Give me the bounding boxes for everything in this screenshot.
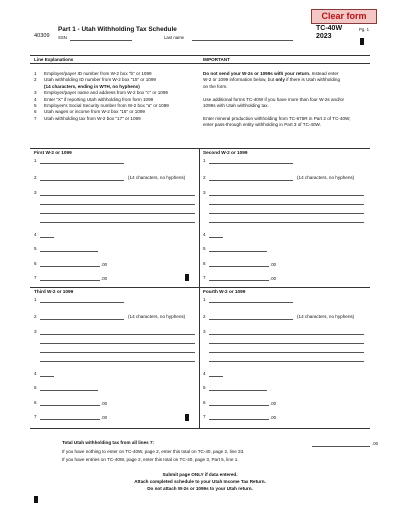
employer-name-address-field[interactable]	[40, 222, 195, 223]
total-field[interactable]	[312, 446, 370, 447]
line-number-6: 6	[203, 400, 206, 405]
footer-line-3: Do not attach W-2s or 1099s to your Utah return.	[147, 486, 253, 491]
employer-id-field[interactable]	[209, 302, 293, 303]
id-hint: (14 characters, no hyphens)	[297, 175, 355, 180]
line-number-4: 4	[203, 371, 206, 376]
employer-name-address-field[interactable]	[209, 352, 364, 353]
line-number-1: 1	[203, 158, 206, 163]
employer-name-address-field[interactable]	[40, 361, 195, 362]
employer-id-field[interactable]	[40, 163, 124, 164]
sections-bottom-rule	[30, 428, 370, 429]
withholding-cents: .00	[101, 276, 107, 281]
utah-withholding-id-field[interactable]	[209, 319, 293, 320]
line-number-2: 2	[203, 175, 206, 180]
section-title: Fourth W-2 or 1099	[203, 289, 246, 294]
section-title: First W-2 or 1099	[34, 150, 72, 155]
important-text: Do not send your W-2s or 1099s with your return. Instead enter W-2 or 1099 information below, but only if there is Utah withholding on the form. Use additional forms TC-40W if you have more than four W-2s and/or 1099s with Utah withholding tax. Enter mineral production withholding from TC-675R in Part 2 of TC-40W; enter pass-through entity withholding in Part 3 of TC-40W.	[203, 71, 351, 128]
employer-name-address-field[interactable]	[40, 352, 195, 353]
line-number-6: 6	[34, 261, 37, 266]
line-number-1: 1	[34, 297, 37, 302]
line-number-3: 3	[34, 190, 37, 195]
sections-top-rule	[30, 148, 370, 149]
line-number-1: 1	[34, 158, 37, 163]
registration-mark-mid	[185, 274, 189, 281]
line-number-7: 7	[203, 275, 206, 280]
explanations-list	[34, 71, 199, 122]
wages-cents: .00	[270, 262, 276, 267]
last-name-label: Last name	[164, 35, 185, 40]
explanation-item: (14 characters, ending in WTH, no hyphens)	[44, 83, 140, 89]
total-cents: .00	[372, 441, 378, 446]
utah-withholding-id-field[interactable]	[209, 180, 293, 181]
total-note-2: If you have entries on TC-40W, page 2, enter this total on TC-40, page 3, Part 5, line 1.	[62, 457, 239, 462]
employer-name-address-field[interactable]	[209, 204, 364, 205]
explanation-item: 6 Utah wages or income from W-2 box "16" or 1099	[34, 109, 145, 115]
employer-id-field[interactable]	[209, 163, 293, 164]
explanations-rule	[30, 63, 370, 64]
employer-name-address-field[interactable]	[40, 334, 195, 335]
important-heading: IMPORTANT	[203, 57, 230, 62]
explanation-item: 1 Employer/payer ID number from W-2 box "b" or 1099	[34, 71, 152, 76]
line-number-7: 7	[34, 275, 37, 280]
line-number-5: 5	[34, 246, 37, 251]
utah-withholding-field[interactable]	[209, 419, 269, 420]
utah-withholding-field[interactable]	[40, 280, 100, 281]
utah-withholding-field[interactable]	[209, 280, 269, 281]
line-number-4: 4	[34, 232, 37, 237]
explanations-heading: Line Explanations	[34, 57, 74, 62]
1099-checkbox-field[interactable]	[40, 237, 54, 238]
section-title: Second W-2 or 1099	[203, 150, 248, 155]
line-number-6: 6	[203, 261, 206, 266]
id-hint: (14 characters, no hyphens)	[128, 175, 186, 180]
line-number-5: 5	[34, 385, 37, 390]
1099-checkbox-field[interactable]	[209, 237, 223, 238]
ssn-entry-field[interactable]	[209, 390, 267, 391]
employer-name-address-field[interactable]	[209, 195, 364, 196]
employer-id-field[interactable]	[40, 302, 124, 303]
footer-line-1: Submit page ONLY if data entered.	[162, 472, 238, 477]
id-hint: (14 characters, no hyphens)	[297, 314, 355, 319]
last-name-field[interactable]	[192, 40, 293, 41]
page-title: Part 1 - Utah Withholding Tax Schedule	[58, 26, 177, 33]
total-label: Total Utah withholding tax from all lines 7:	[62, 440, 155, 445]
explanation-item: 4 Enter "X" if reporting Utah withholding from form 1099	[34, 96, 154, 102]
sections-mid-rule	[30, 287, 370, 288]
wages-cents: .00	[270, 401, 276, 406]
line-number-4: 4	[203, 232, 206, 237]
explanation-item: 2 Utah withholding ID number from W-2 box "15" or 1099	[34, 77, 156, 83]
utah-wages-field[interactable]	[209, 266, 269, 267]
total-note-1: If you have nothing to enter on TC-40W, page 2, enter this total on TC-40, page 2, line 33.	[62, 449, 245, 454]
ssn-label: SSN	[58, 35, 67, 40]
sections-divider-2	[199, 287, 200, 428]
form-code: TC-40W	[316, 25, 343, 32]
employer-name-address-field[interactable]	[209, 222, 364, 223]
line-number-3: 3	[203, 190, 206, 195]
line-number-7: 7	[203, 414, 206, 419]
line-number-1: 1	[203, 297, 206, 302]
wages-cents: .00	[101, 262, 107, 267]
explanation-item: 7 Utah withholding tax from W-2 box "17" or 1099	[34, 115, 141, 121]
line-number-3: 3	[34, 329, 37, 334]
sections-divider-1	[199, 148, 200, 287]
utah-withholding-id-field[interactable]	[40, 319, 124, 320]
registration-mark	[360, 38, 364, 45]
footer-line-2: Attach completed schedule to your Utah Income Tax Return.	[134, 479, 266, 484]
registration-mark-mid	[185, 414, 189, 421]
1099-checkbox-field[interactable]	[40, 376, 54, 377]
withholding-cents: .00	[270, 276, 276, 281]
employer-name-address-field[interactable]	[209, 213, 364, 214]
line-number-4: 4	[34, 371, 37, 376]
wages-cents: .00	[101, 401, 107, 406]
top-rule	[30, 55, 370, 56]
ssn-entry-field[interactable]	[40, 390, 98, 391]
line-number-3: 3	[203, 329, 206, 334]
1099-checkbox-field[interactable]	[209, 376, 223, 377]
utah-wages-field[interactable]	[209, 405, 269, 406]
utah-wages-field[interactable]	[40, 405, 100, 406]
section-title: Third W-2 or 1099	[34, 289, 74, 294]
ssn-entry-field[interactable]	[209, 251, 267, 252]
line-number-2: 2	[203, 314, 206, 319]
withholding-cents: .00	[270, 415, 276, 420]
explanation-item: 5 Employee's Social Security number from W-2 box "a" or 1099	[34, 102, 169, 108]
ssn-entry-field[interactable]	[40, 251, 98, 252]
line-number-6: 6	[34, 400, 37, 405]
utah-wages-field[interactable]	[40, 266, 100, 267]
tax-year: 2023	[316, 33, 332, 40]
utah-withholding-field[interactable]	[40, 419, 100, 420]
line-number-5: 5	[203, 246, 206, 251]
employer-name-address-field[interactable]	[40, 195, 195, 196]
explanation-item: 3 Employer/payer name and address from W-2 box "c" or 1099	[34, 90, 168, 96]
employer-name-address-field[interactable]	[209, 343, 364, 344]
employer-name-address-field[interactable]	[209, 361, 364, 362]
clear-form-button[interactable]: Clear form	[311, 9, 377, 24]
employer-name-address-field[interactable]	[40, 213, 195, 214]
employer-name-address-field[interactable]	[40, 343, 195, 344]
employer-name-address-field[interactable]	[40, 204, 195, 205]
id-hint: (14 characters, no hyphens)	[128, 314, 186, 319]
employer-name-address-field[interactable]	[209, 334, 364, 335]
form-number: 40309	[34, 33, 50, 39]
line-number-5: 5	[203, 385, 206, 390]
utah-withholding-id-field[interactable]	[40, 180, 124, 181]
ssn-field[interactable]	[70, 40, 132, 41]
page-number: Pg. 1	[359, 27, 370, 32]
line-number-7: 7	[34, 414, 37, 419]
line-number-2: 2	[34, 175, 37, 180]
registration-mark-bottom	[34, 496, 38, 503]
line-number-2: 2	[34, 314, 37, 319]
withholding-cents: .00	[101, 415, 107, 420]
